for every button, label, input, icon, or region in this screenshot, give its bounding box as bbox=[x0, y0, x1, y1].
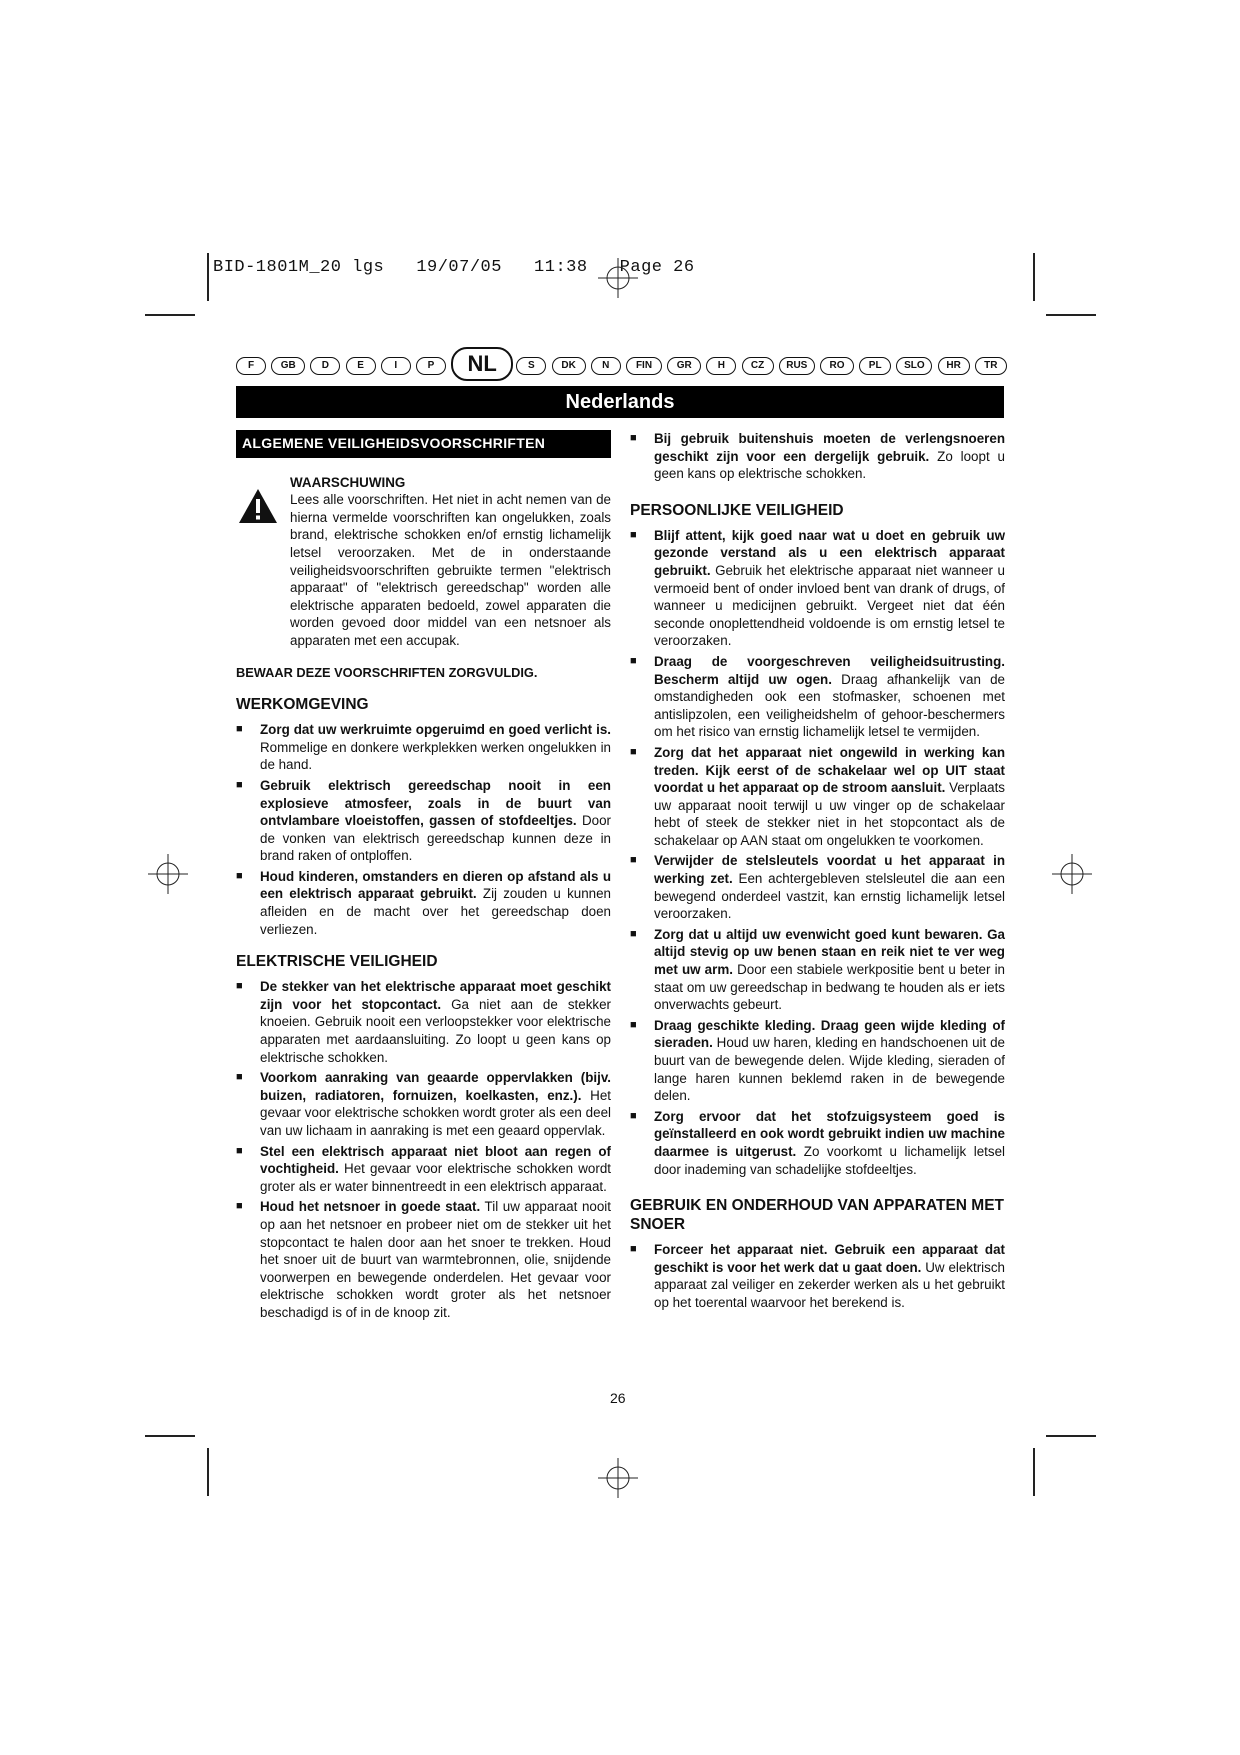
list-item bbox=[630, 430, 1005, 483]
item-text: Uw elektrisch apparaat zal veiliger en zekerder werken als u het gebruikt op het toerental waarvoor het berekend is. bbox=[654, 1259, 1005, 1310]
bullet-icon: ■ bbox=[236, 1144, 243, 1157]
item-text: Verplaats uw apparaat nooit terwijl u uw vinger op de schakelaar hebt of steek de stekker niet in het stopcontact als de schakelaar op AAN staat om ongelukken te voorkomen. bbox=[654, 780, 1005, 848]
page-number: 26 bbox=[610, 1390, 626, 1406]
list-item bbox=[630, 1241, 1005, 1311]
bullet-icon: ■ bbox=[630, 1243, 637, 1256]
heading-personal-safety: PERSOONLIJKE VEILIGHEID bbox=[630, 501, 844, 519]
item-text: Het gevaar voor elektrische schokken wordt groter als er water binnentreedt in een elektrisch apparaat. bbox=[260, 1161, 611, 1194]
section-heading-general-safety: ALGEMENE VEILIGHEIDSVOORSCHRIFTEN bbox=[236, 430, 611, 458]
item-lead: Forceer het apparaat niet. Gebruik een apparaat dat geschikt is voor het werk dat u gaat doen. bbox=[654, 1242, 1005, 1275]
bullet-icon: ■ bbox=[236, 1200, 243, 1213]
language-tab-s: S bbox=[516, 357, 546, 375]
item-text: Til uw apparaat nooit op aan het netsnoer en probeer niet om de stekker uit het stopcontact te halen door aan het snoer te trekken. Houd het snoer uit de buurt van warmtebronnen, olie, snijdende voorwerpen en bewegende onderdelen. Het gevaar voor elektrische schokken wordt groter als het netsnoer beschadigd is of in de knoop zit. bbox=[260, 1199, 611, 1320]
language-selector-bar bbox=[236, 347, 1006, 383]
list-item bbox=[630, 926, 1005, 1014]
item-lead: De stekker van het elektrische apparaat moet geschikt zijn voor het stopcontact. bbox=[260, 979, 611, 1012]
bullet-icon: ■ bbox=[236, 980, 243, 993]
item-text: Zo voorkomt u lichamelijk letsel door inademing van schadelijke stofdeeltjes. bbox=[654, 1143, 1005, 1177]
left-column bbox=[236, 430, 611, 1325]
language-tab-dk: DK bbox=[552, 357, 586, 375]
item-lead: Draag geschikte kleding. Draag geen wijde kleding of sieraden. bbox=[654, 1017, 1005, 1051]
list-item bbox=[630, 1108, 1005, 1178]
list-item bbox=[236, 868, 611, 938]
bullet-icon: ■ bbox=[236, 1071, 243, 1084]
heading-tool-use-care: GEBRUIK EN ONDERHOUD VAN APPARATEN MET SNOER bbox=[630, 1197, 1005, 1234]
item-text: Het gevaar voor elektrische schokken wordt groter als een deel van uw lichaam in aanraking is met een geaard oppervlak. bbox=[260, 1087, 611, 1138]
language-tab-tr: TR bbox=[975, 357, 1007, 375]
item-text: Houd uw haren, kleding en handschoenen uit de buurt van de bewegende delen. Wijde kleding, sieraden of lange haren kunnen beklemd raken in de bewegende delen. bbox=[654, 1035, 1005, 1104]
crop-mark bbox=[1046, 1435, 1096, 1437]
bullet-icon: ■ bbox=[236, 723, 243, 736]
crop-mark bbox=[1033, 1448, 1035, 1496]
list-item bbox=[630, 653, 1005, 741]
item-lead: Blijf attent, kijk goed naar wat u doet en gebruik uw gezonde verstand als u een elektrisch apparaat gebruikt. bbox=[654, 527, 1005, 578]
list-item bbox=[630, 527, 1005, 650]
registration-mark-bottom bbox=[598, 1458, 638, 1498]
crop-mark bbox=[145, 314, 195, 316]
item-text: Zij zouden u kunnen afleiden en de macht over het gereedschap doen verliezen. bbox=[260, 886, 612, 937]
bullet-icon: ■ bbox=[630, 927, 637, 940]
item-lead: Zorg dat u altijd uw evenwicht goed kunt bewaren. Ga altijd stevig op uw benen staan en reik niet te ver weg met uw arm. bbox=[654, 926, 1005, 978]
item-text: Draag afhankelijk van de omstandigheden ook een stofmasker, schoenen met antislipzolen, een veiligheidshelm of gehoor-beschermers om het risico van ernstig lichamelijk letsel te vermijden. bbox=[654, 671, 1006, 740]
list-item bbox=[630, 1017, 1005, 1105]
language-tab-gb: GB bbox=[271, 357, 305, 375]
item-text: Een achtergebleven stelsleutel die aan een bewegend onderdeel vastzit, kan ernstig lichamelijk letsel veroorzaken. bbox=[654, 871, 1005, 922]
item-lead: Zorg dat het apparaat niet ongewild in werking kan treden. Kijk eerst of de schakelaar wel op UIT staat voordat u het apparaat op de stroom aansluit. bbox=[654, 744, 1005, 796]
item-text: Door de vonken van elektrisch gereedschap kunnen deze in brand raken of ontploffen. bbox=[260, 813, 611, 864]
item-lead: Bij gebruik buitenshuis moeten de verlengsnoeren geschikt zijn voor een dergelijk gebruik. bbox=[654, 431, 1005, 464]
language-tab-i: I bbox=[381, 357, 411, 375]
language-tab-hr: HR bbox=[938, 357, 970, 375]
language-tab-n: N bbox=[591, 357, 621, 375]
item-lead: Houd kinderen, omstanders en dieren op afstand als u een elektrisch apparaat gebruikt. bbox=[260, 868, 611, 902]
list-work-area bbox=[236, 721, 611, 938]
item-text: Door een stabiele werkpositie bent u beter in staat om uw gereedschap in bedwang te houden als er iets onverwachts gebeurt. bbox=[654, 962, 1005, 1013]
language-tab-h: H bbox=[706, 357, 736, 375]
list-tool-use-care bbox=[630, 1241, 1005, 1311]
item-text: Ga niet aan de stekker knoeien. Gebruik nooit een verloopstekker voor elektrische apparaten met aardaansluiting. Zo loopt u geen kans op elektrische schokken. bbox=[260, 996, 612, 1065]
item-lead: Voorkom aanraking van geaarde oppervlakken (bijv. buizen, radiatoren, fornuizen, koelkasten, enz.). bbox=[260, 1070, 611, 1103]
item-lead: Houd het netsnoer in goede staat. bbox=[260, 1199, 481, 1215]
language-tab-nl: NL bbox=[451, 347, 513, 381]
bullet-icon: ■ bbox=[630, 528, 637, 541]
crop-mark bbox=[1033, 253, 1035, 301]
list-item bbox=[236, 1069, 611, 1139]
language-tab-e: E bbox=[346, 357, 376, 375]
item-lead: Verwijder de stelsleutels voordat u het apparaat in werking zet. bbox=[654, 853, 1005, 887]
language-tab-slo: SLO bbox=[896, 357, 932, 375]
item-lead: Zorg dat uw werkruimte opgeruimd en goed verlicht is. bbox=[260, 722, 611, 738]
item-lead: Zorg ervoor dat het stofzuigsysteem goed is geïnstalleerd en ook wordt gebruikt indien uw machine daarmee is uitgerust. bbox=[654, 1108, 1005, 1159]
print-slug: BID-1801M_20 lgs 19/07/05 11:38 Page 26 bbox=[213, 258, 695, 277]
list-item bbox=[236, 1198, 611, 1321]
list-item bbox=[236, 1143, 611, 1196]
list-electrical-safety bbox=[236, 978, 611, 1321]
bullet-icon: ■ bbox=[630, 1109, 637, 1122]
list-personal-safety bbox=[630, 527, 1005, 1178]
registration-mark-left bbox=[148, 854, 188, 894]
warning-triangle-icon bbox=[238, 488, 278, 524]
crop-mark bbox=[207, 1448, 209, 1496]
bullet-icon: ■ bbox=[630, 1018, 637, 1031]
crop-mark bbox=[1046, 314, 1096, 316]
warning-text: Lees alle voorschriften. Het niet in acht nemen van de hierna vermelde voorschriften kan ongelukken, zoals brand, elektrische schokken en/of ernstig lichamelijk letsel veroorzaken. Met de in onderstaande veiligheidsvoorschriften gebruikte termen "elektrisch apparaat" of "elektrisch gereedschap" worden alle elektrische apparaten bedoeld, zowel apparaten die worden gevoed door middel van een netsnoer als apparaten met een accupak. bbox=[290, 492, 611, 648]
registration-mark-right bbox=[1052, 854, 1092, 894]
language-tab-p: P bbox=[416, 357, 446, 375]
language-tab-f: F bbox=[236, 357, 266, 375]
item-lead: Draag de voorgeschreven veiligheidsuitrusting. Bescherm altijd uw ogen. bbox=[654, 653, 1005, 687]
warning-block bbox=[236, 474, 611, 650]
list-electrical-safety-continued bbox=[630, 430, 1005, 483]
bullet-icon: ■ bbox=[630, 654, 637, 667]
language-tab-cz: CZ bbox=[742, 357, 774, 375]
heading-electrical-safety: ELEKTRISCHE VEILIGHEID bbox=[236, 953, 438, 971]
item-lead: Stel een elektrisch apparaat niet bloot aan regen of vochtigheid. bbox=[260, 1143, 611, 1177]
item-lead: Gebruik elektrisch gereedschap nooit in een explosieve atmosfeer, zoals in de buurt van ontvlambare vloeistoffen, gassen of stofdeeltjes. bbox=[260, 777, 611, 829]
item-text: Zo loopt u geen kans op elektrische schokken. bbox=[654, 448, 1005, 482]
crop-mark bbox=[145, 1435, 195, 1437]
list-item bbox=[236, 978, 611, 1066]
item-text: Gebruik het elektrische apparaat niet wanneer u vermoeid bent of onder invloed bent van drank of drugs, of wanneer u medicijnen gebruikt. Vergeet niet dat één seconde onoplettendheid voldoende is om ernstig letsel te veroorzaken. bbox=[654, 562, 1005, 649]
language-tab-pl: PL bbox=[859, 357, 891, 375]
language-tab-fin: FIN bbox=[626, 357, 662, 375]
registration-mark-top bbox=[598, 258, 638, 298]
bullet-icon: ■ bbox=[236, 778, 243, 791]
heading-work-area: WERKOMGEVING bbox=[236, 696, 369, 714]
list-item bbox=[630, 852, 1005, 922]
list-item bbox=[630, 744, 1005, 850]
crop-mark bbox=[207, 253, 209, 301]
language-tab-d: D bbox=[310, 357, 340, 375]
bullet-icon: ■ bbox=[630, 854, 637, 867]
item-text: Rommelige en donkere werkplekken werken ongelukken in de hand. bbox=[260, 739, 611, 773]
right-column bbox=[630, 430, 1005, 1315]
warning-title: WAARSCHUWING bbox=[290, 474, 406, 490]
bullet-icon: ■ bbox=[630, 432, 637, 444]
language-tab-ro: RO bbox=[820, 357, 854, 375]
bullet-icon: ■ bbox=[630, 745, 637, 758]
list-item bbox=[236, 721, 611, 774]
language-tab-gr: GR bbox=[667, 357, 701, 375]
language-tab-rus: RUS bbox=[779, 357, 815, 375]
language-banner: Nederlands bbox=[236, 386, 1004, 418]
keep-instructions-note: BEWAAR DEZE VOORSCHRIFTEN ZORGVULDIG. bbox=[236, 664, 538, 680]
list-item bbox=[236, 777, 611, 865]
bullet-icon: ■ bbox=[236, 869, 243, 882]
